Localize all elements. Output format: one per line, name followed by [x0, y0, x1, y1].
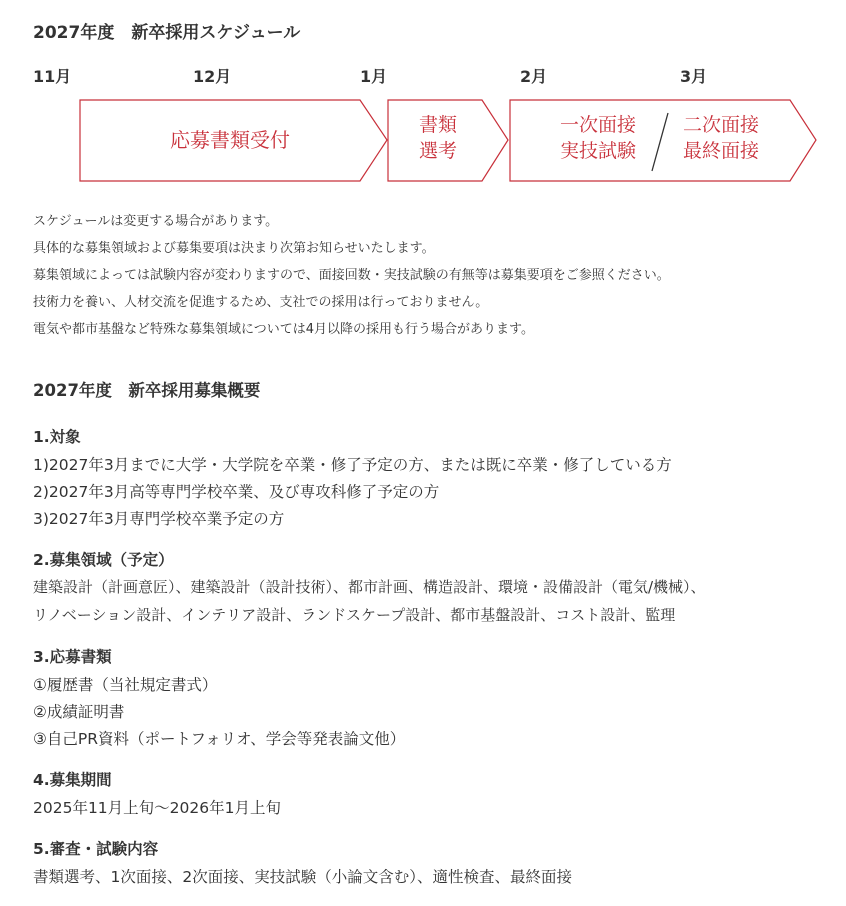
section-line: 3)2027年3月専門学校卒業予定の方 [33, 510, 285, 528]
section-heading-documents: 3.応募書類 [33, 648, 112, 666]
month-label-jan: 1月 [360, 67, 388, 86]
section-line: 書類選考、1次面接、2次面接、実技試験（小論文含む）、適性検査、最終面接 [33, 868, 572, 886]
document-step-line2: 選考 [418, 140, 458, 162]
section-heading-fields: 2.募集領域（予定） [33, 551, 174, 569]
overview-title: 2027年度 新卒採用募集概要 [33, 381, 261, 400]
second-interview-line1: 二次面接 [682, 114, 760, 136]
note-line-5: 電気や都市基盤など特殊な募集領域については4月以降の採用も行う場合があります。 [33, 322, 534, 337]
note-line-4: 技術力を養い、人材交流を促進するため、支社での採用は行っておりません。 [33, 295, 489, 310]
section-heading-target: 1.対象 [33, 428, 81, 446]
section-line: 2)2027年3月高等専門学校卒業、及び専攻科修了予定の方 [33, 483, 440, 501]
schedule-title: 2027年度 新卒採用スケジュール [33, 23, 301, 43]
section-heading-period: 4.募集期間 [33, 771, 112, 789]
first-interview-line2: 実技試験 [559, 140, 637, 162]
second-interview-line2: 最終面接 [682, 140, 760, 162]
month-label-mar: 3月 [680, 67, 708, 86]
document-step-line1: 書類 [418, 114, 458, 136]
section-line: ①履歴書（当社規定書式） [33, 676, 218, 694]
month-label-dec: 12月 [193, 67, 232, 86]
section-heading-screening: 5.審査・試験内容 [33, 840, 159, 858]
note-line-2: 具体的な募集領域および募集要項は決まり次第お知らせいたします。 [33, 241, 435, 256]
interview-divider [652, 113, 668, 171]
section-line: 建築設計（計画意匠）、建築設計（設計技術）、都市計画、構造設計、環境・設備設計（電気/機械）、 [33, 578, 706, 596]
note-line-3: 募集領域によっては試験内容が変わりますので、面接回数・実技試験の有無等は募集要項をご参照ください。 [33, 268, 670, 283]
apply-step-label: 応募書類受付 [170, 128, 290, 152]
month-label-nov: 11月 [33, 67, 72, 86]
interview-step-arrow [510, 100, 816, 181]
first-interview-line1: 一次面接 [559, 114, 637, 136]
note-line-1: スケジュールは変更する場合があります。 [33, 214, 279, 229]
month-label-feb: 2月 [520, 67, 548, 86]
schedule-timeline [0, 95, 846, 195]
section-line: ③自己PR資料（ポートフォリオ、学会等発表論文他） [33, 730, 406, 748]
section-line: 1)2027年3月までに大学・大学院を卒業・修了予定の方、または既に卒業・修了している方 [33, 456, 672, 474]
section-line: リノベーション設計、インテリア設計、ランドスケープ設計、都市基盤設計、コスト設計、監理 [33, 606, 676, 624]
section-line: 2025年11月上旬～2026年1月上旬 [33, 799, 281, 817]
section-line: ②成績証明書 [33, 703, 125, 721]
